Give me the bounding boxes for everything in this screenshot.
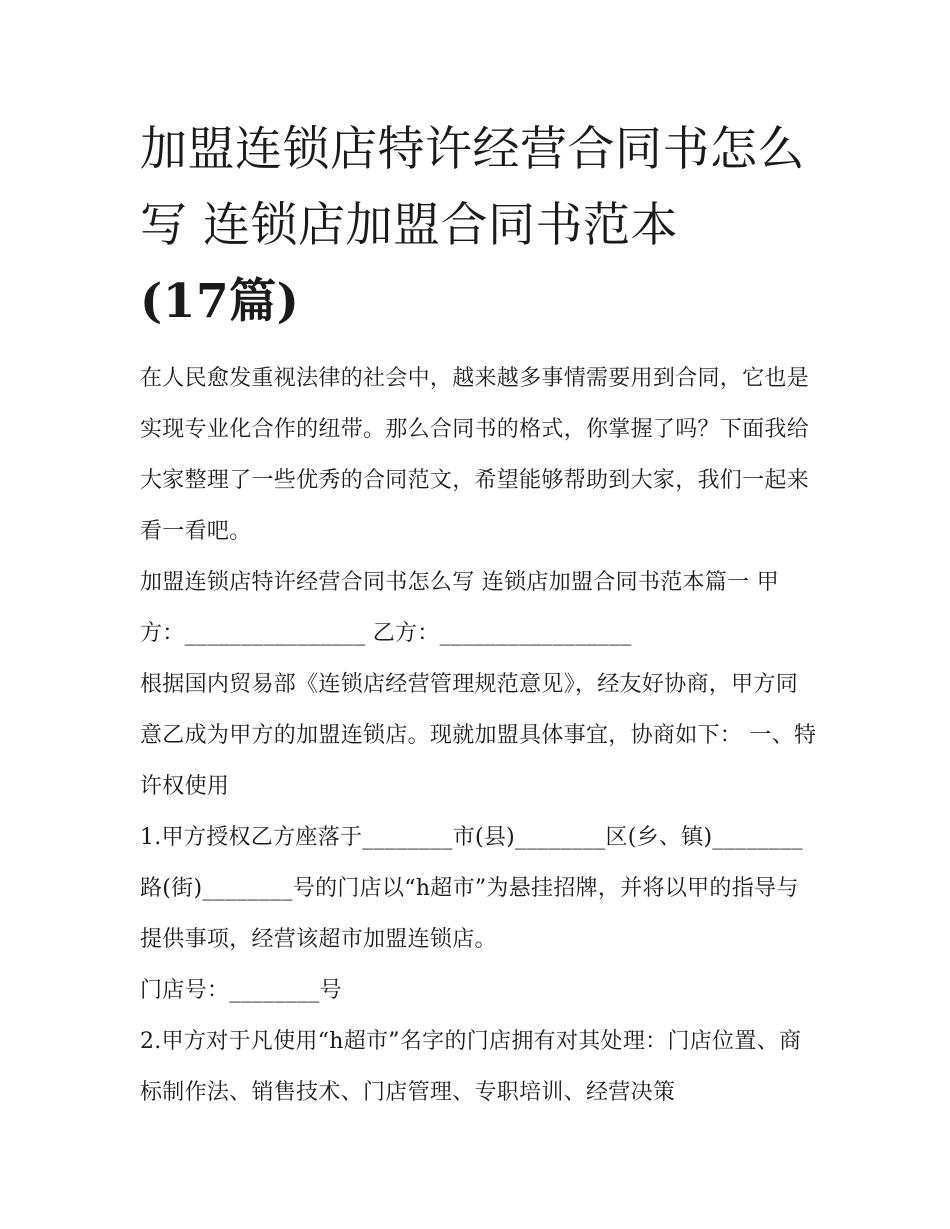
document-title	[140, 112, 820, 340]
paragraph-intro: 在人民愈发重视法律的社会中，越来越多事情需要用到合同，它也是实现专业化合作的纽带。那么合同书的格式，你掌握了吗？下面我给大家整理了一些优秀的合同范文，希望能够帮助到大家，我们一起来看一看吧。	[140, 366, 810, 544]
document-page	[140, 112, 820, 1118]
paragraph-parties: 加盟连锁店特许经营合同书怎么写 连锁店加盟合同书范本篇一 甲方：________________ 乙方：_________________	[140, 570, 779, 646]
paragraph-clause-2: 2.甲方对于凡使用“h超市”名字的门店拥有对其处理：门店位置、商标制作法、销售技术、门店管理、专职培训、经营决策	[140, 1029, 802, 1105]
paragraph-basis: 根据国内贸易部《连锁店经营管理规范意见》，经友好协商，甲方同意乙成为甲方的加盟连锁店。现就加盟具体事宜，协商如下： 一、特许权使用	[140, 672, 817, 799]
paragraph-clause-1: 1.甲方授权乙方座落于________市(县)________区(乡、镇)________路(街)________号的门店以“h超市”为悬挂招牌，并将以甲的指导与提供事项，经营该超市加盟连锁店。	[140, 825, 803, 952]
paragraph-store-number: 门店号：________号	[140, 978, 342, 1003]
title-count: (17篇)	[140, 274, 300, 329]
title-main: 加盟连锁店特许经营合同书怎么写 连锁店加盟合同书范本	[140, 122, 805, 253]
document-body	[140, 353, 820, 1118]
